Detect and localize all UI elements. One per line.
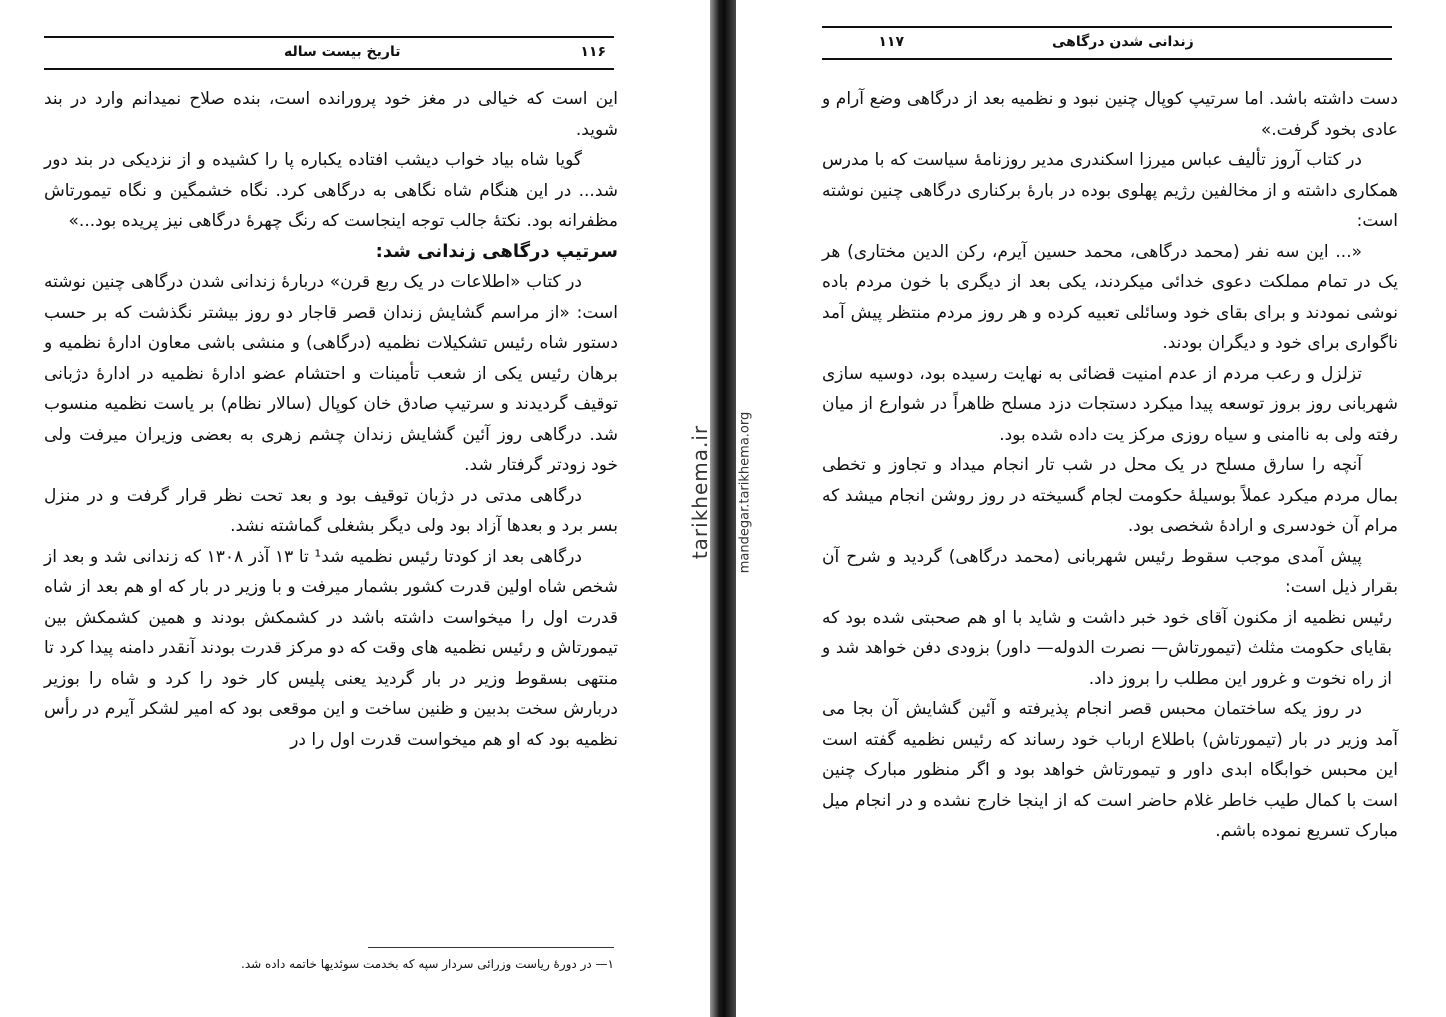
- paragraph: پیش آمدی موجب سقوط رئیس شهربانی (محمد درگاهی) گردید و شرح آن بقرار ذیل است:: [822, 546, 1398, 597]
- left-running-title: تاریخ بیست ساله: [284, 44, 401, 60]
- paragraph: آنچه را سارق مسلح در یک محل در شب تار انجام میداد و تجاوز و تخطی بمال مردم میکرد عملاً بوسیلهٔ حکومت لجام گسیخته در روز روشن انجام میشد که مرام آن خودسری و ارادهٔ شخصی بود.: [822, 455, 1398, 536]
- paragraph: در کتاب آروز تألیف عباس میرزا اسکندری مدیر روزنامهٔ سیاست که با مدرس همکاری داشته و از مخالفین رژیم پهلوی بوده در بارهٔ برکناری درگاهی چنین نوشته است:: [822, 150, 1398, 231]
- section-heading: سرتیپ درگاهی زندانی شد:: [375, 240, 618, 262]
- left-page-header: [44, 36, 614, 70]
- paragraph: گویا شاه بیاد خواب دیشب افتاده یکباره پا را کشیده و از نزدیکی در بند دور شد... در این هنگام شاه نگاهی به درگاهی کرد. نگاه خشمگین و نگاه تیمورتاش مظفرانه بود. نکتهٔ جالب توجه اینجاست که رنگ چهرهٔ درگاهی نیز پریده بود...»: [44, 150, 618, 231]
- watermark-secondary: mandegar.tarikhema.org: [737, 411, 753, 574]
- paragraph: در کتاب «اطلاعات در یک ربع قرن» دربارهٔ زندانی شدن درگاهی چنین نوشته است: «از مراسم گشایش زندان قصر قاجار دو روز بیشتر نگذشت که بر حسب دستور شاه رئیس تشکیلات نظمیه (درگاهی) و منشی باشی معاون ادارهٔ نظمیه و برهان رئیس یکی از شعب تأمینات و احتشام عضو ادارهٔ نظمیه در ادارهٔ دژبانی توقیف گردیدند و سرتیپ صادق خان کوپال (سالار نظام) بر یاست نظمیه منسوب شد. درگاهی روز آئین گشایش زندان چشم زهری به بعضی وزیران میرفت ولی خود زودتر گرفتار شد.: [44, 272, 618, 475]
- right-page-number: ۱۱۷: [878, 34, 904, 50]
- left-page-number: ۱۱۶: [580, 44, 606, 60]
- book-gutter: [710, 0, 736, 1017]
- right-page: [736, 0, 1446, 1017]
- right-running-title: زندانی شدن درگاهی: [1052, 34, 1194, 50]
- right-page-header: [822, 26, 1392, 60]
- paragraph: در روز یکه ساختمان محبس قصر انجام پذیرفته و آئین گشایش آن بجا می آمد وزیر در بار (تیمورتاش) باطلاع ارباب خود رساند که رئیس نظمیه گفته است این محبس خوابگاه ابدی داور و تیمورتاش خواهد بود و اگر منظور مبارک چنین است با کمال طیب خاطر غلام حاضر است که از اینجا خارج نشده و در انجام میل مبارک تسریع نموده باشم.: [822, 699, 1398, 841]
- paragraph: این است که خیالی در مغز خود پرورانده است، بنده صلاح نمیدانم وارد در بند شوید.: [44, 89, 618, 140]
- right-page-body: [822, 84, 1398, 847]
- watermark-primary: tarikhema.ir: [688, 424, 712, 560]
- quoted-paragraph: رئیس نظمیه از مکنون آقای خود خبر داشت و شاید با او هم صحبتی شده بود که بقایای حکومت مثلث (تیمورتاش— نصرت الدوله— داور) بزودی دفن خواهد شد و از راه نخوت و غرور این مطلب را بروز داد.: [822, 607, 1392, 689]
- footnote-divider: [368, 947, 614, 948]
- paragraph: درگاهی مدتی در دژبان توقیف بود و بعد تحت نظر قرار گرفت و در منزل بسر برد و بعدها آزاد بود ولی دیگر بشغلی گماشته نشد.: [44, 485, 618, 536]
- left-page: [0, 0, 710, 1017]
- paragraph: «... این سه نفر (محمد درگاهی، محمد حسین آیرم، رکن الدین مختاری) هر یک در تمام مملکت دعوی خدائی میکردند، یکی بعد از دیگری با خون مردم باده نوشی نمودند و برای بقای خود وسائلی تعبیه کرده و هر روز مردم منتظر پیش آمد ناگواری برای خود و دیگران بودند.: [822, 241, 1398, 353]
- footnote: ۱— در دورهٔ ریاست وزرائی سردار سپه که بخدمت سوئدیها خاتمه داده شد.: [241, 957, 614, 971]
- left-page-body: [44, 84, 618, 755]
- paragraph: دست داشته باشد. اما سرتیپ کوپال چنین نبود و نظمیه بعد از درگاهی وضع آرام و عادی بخود گرفت.»: [822, 89, 1398, 140]
- paragraph: درگاهی بعد از کودتا رئیس نظمیه شد¹ تا ۱۳ آذر ۱۳۰۸ که زندانی شد و بعد از شخص شاه اولین قدرت کشور بشمار میرفت و با وزیر در بار که او هم بعد از شاه قدرت اول را میخواست داشته باشد در کشمکش بودند و همین کشمکش بین تیمورتاش و رئیس نظمیه های وقت که دو مرکز قدرت بودند آنقدر دامنه پیدا کرد تا منتهی بسقوط وزیر در بار گردید یعنی پلیس کار خود را کرد و شاه را بوزیر دربارش سخت بدبین و ظنین ساخت و این موقعی بود که امیر لشکر آیرم در رأس نظمیه بود که او هم میخواست قدرت اول را در: [44, 546, 618, 750]
- paragraph: تزلزل و رعب مردم از عدم امنیت قضائی به نهایت رسیده بود، دوسیه سازی شهربانی روز بروز توسعه پیدا میکرد دستجات دزد مسلح ظاهراً در شوارع از میان رفته ولی به ناامنی و سیاه روزی مرکز یت داده شده بود.: [822, 363, 1398, 445]
